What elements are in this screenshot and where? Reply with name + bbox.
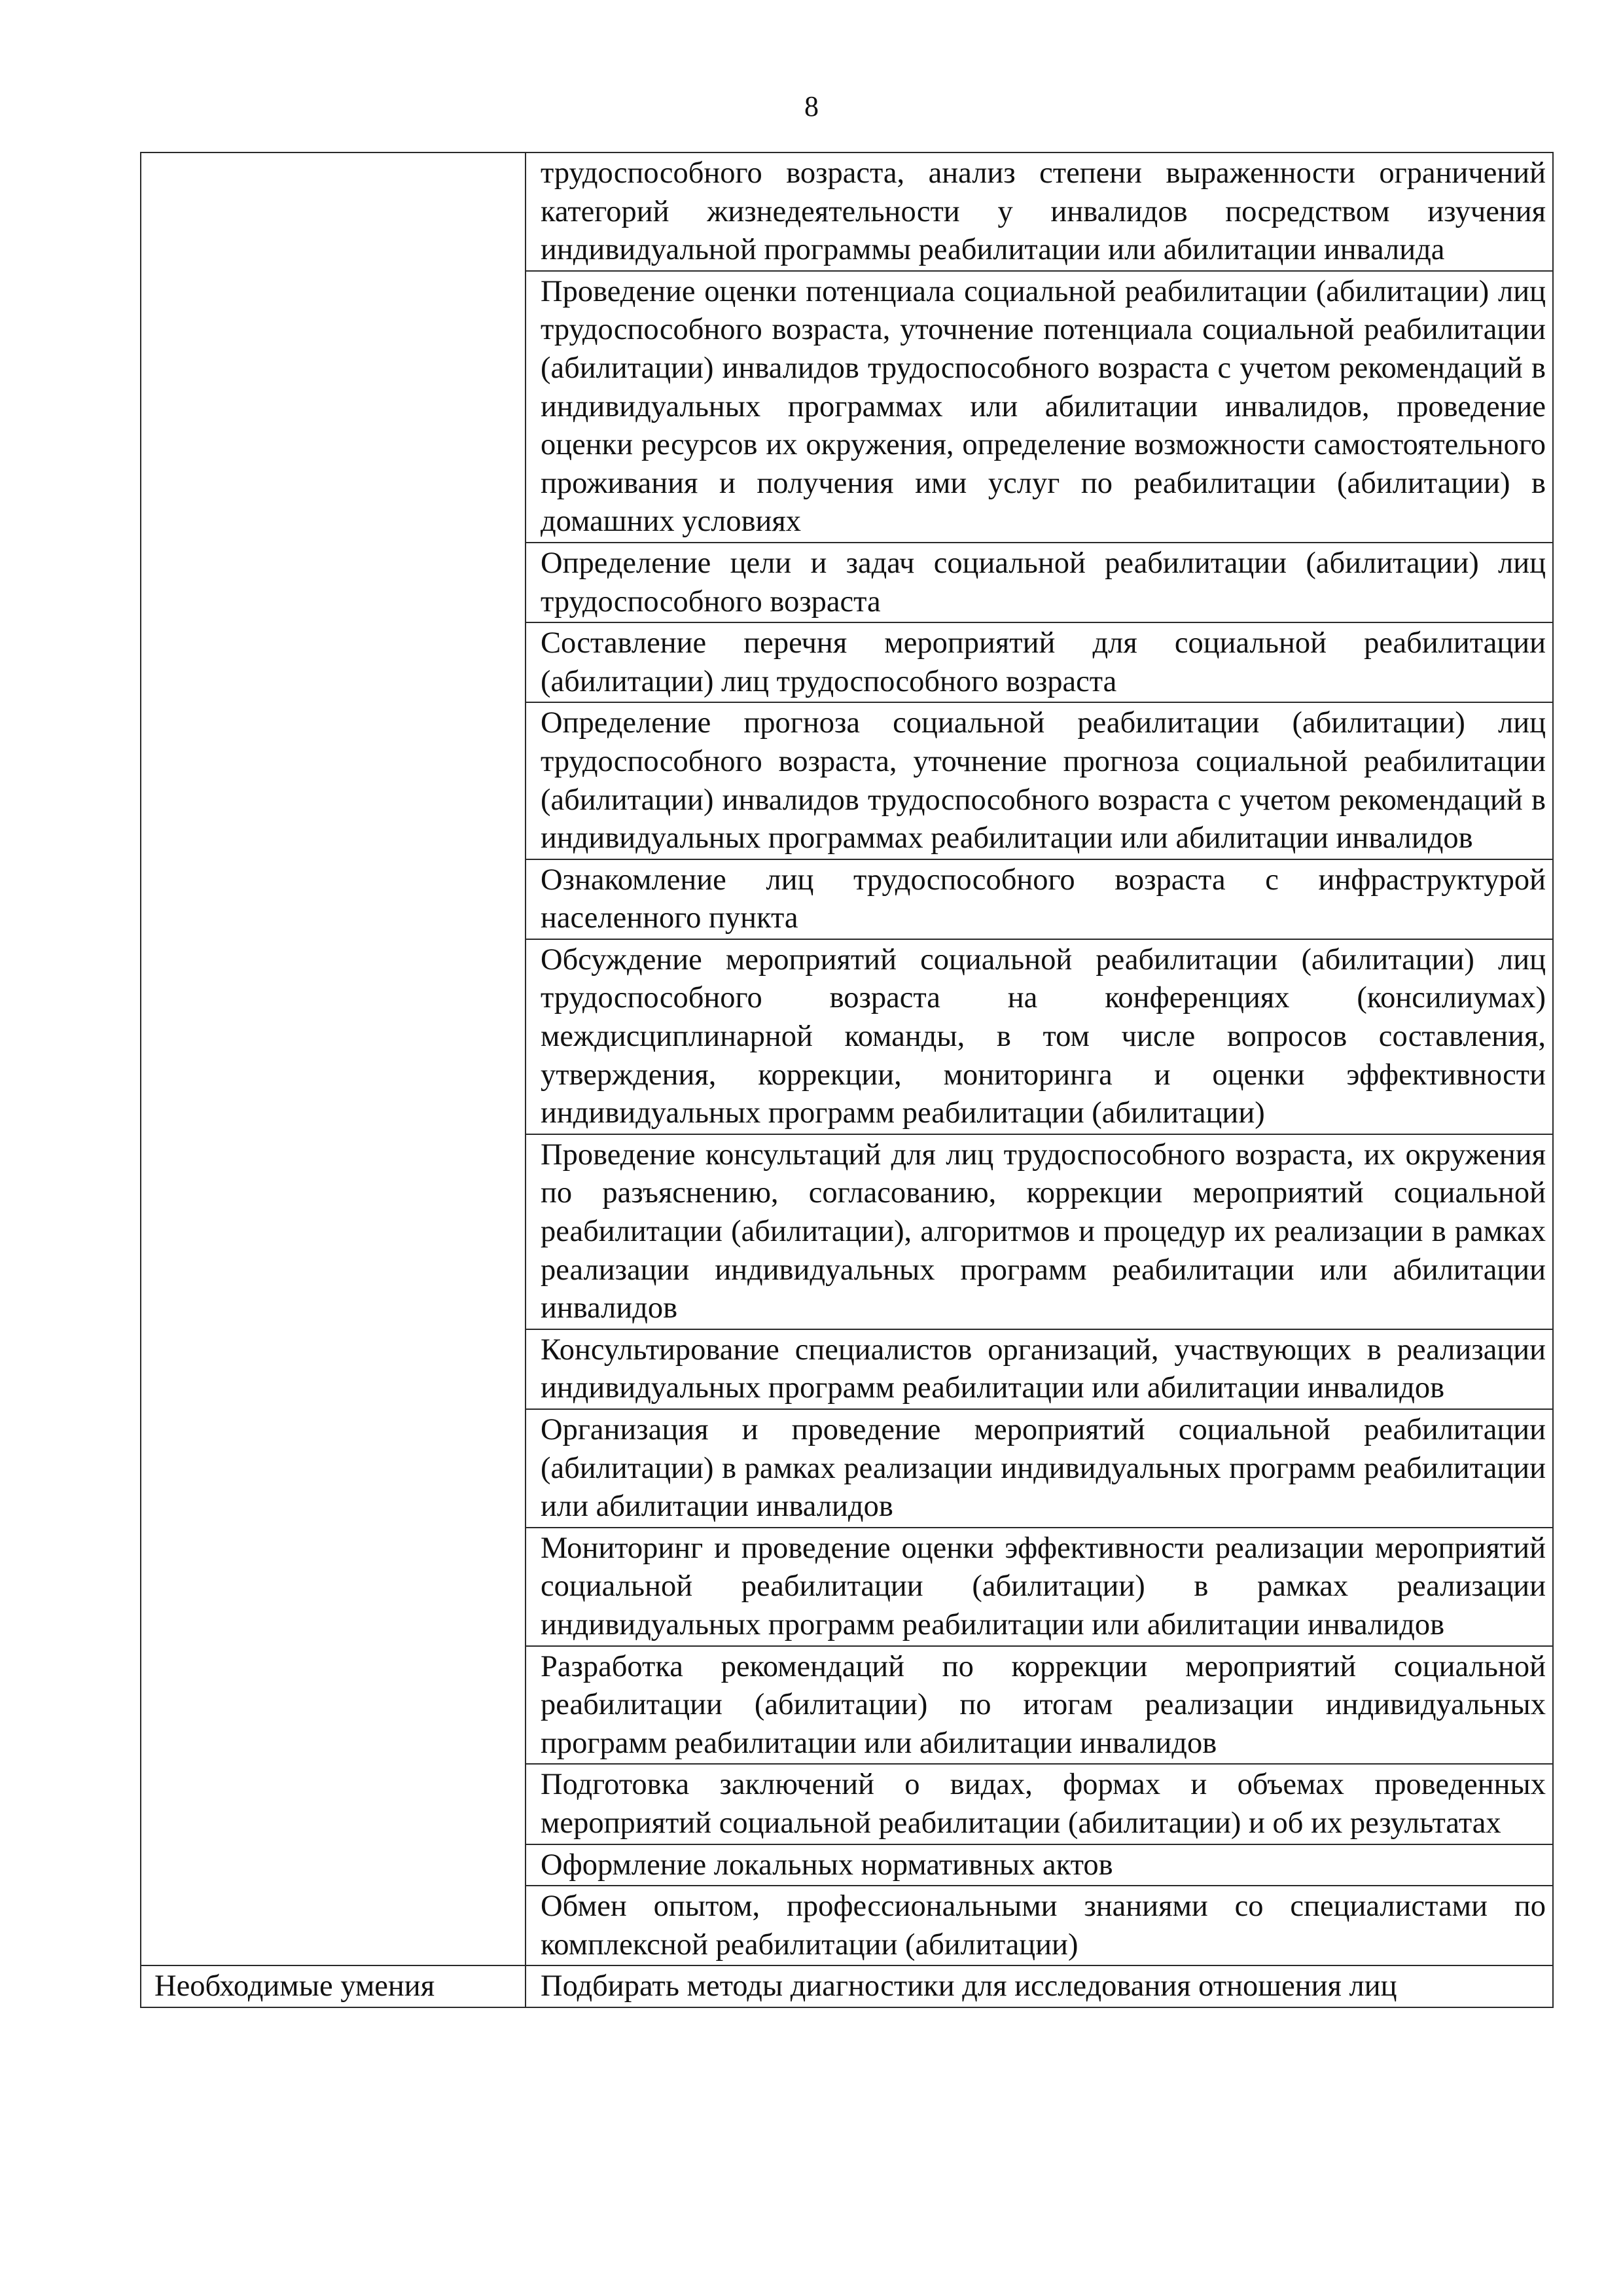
skills-cell (526, 1965, 1553, 2007)
label-cell-empty (141, 152, 526, 1965)
labor-functions-table (140, 152, 1554, 2008)
table-row (141, 152, 1553, 271)
action-cell: Определение цели и задач социальной реабилитации (абилитации) лиц трудоспособного возраста (526, 543, 1553, 622)
action-cell: Разработка рекомендаций по коррекции мероприятий социальной реабилитации (абилитации) по итогам реализации индивидуальных программ реабилитации или абилитации инвалидов (526, 1646, 1553, 1765)
action-cell: Оформление локальных нормативных актов (526, 1844, 1553, 1886)
action-cell: Ознакомление лиц трудоспособного возраста с инфраструктурой населенного пункта (526, 859, 1553, 939)
action-cell: Обсуждение мероприятий социальной реабилитации (абилитации) лиц трудоспособного возраста на конференциях (консилиумах) междисциплинарной команды, в том числе вопросов составления, утверждения, коррекции, мониторинга и оценки эффективности индивидуальных программ реабилитации (абилитации) (526, 939, 1553, 1134)
action-cell: Проведение оценки потенциала социальной реабилитации (абилитации) лиц трудоспособного возраста, уточнение потенциала социальной реабилитации (абилитации) инвалидов трудоспособного возраста с учетом рекомендаций в индивидуальных программах или абилитации инвалидов, проведение оценки ресурсов их окружения, определение возможности самостоятельного проживания и получения ими услуг по реабилитации (абилитации) в домашних условиях (526, 271, 1553, 543)
action-cell: Мониторинг и проведение оценки эффективности реализации мероприятий социальной реабилитации (абилитации) в рамках реализации индивидуальных программ реабилитации или абилитации инвалидов (526, 1528, 1553, 1646)
action-cell: трудоспособного возраста, анализ степени выраженности ограничений категорий жизнедеятельности у инвалидов посредством изучения индивидуальной программы реабилитации или абилитации инвалида (526, 152, 1553, 271)
action-cell: Консультирование специалистов организаций, участвующих в реализации индивидуальных программ реабилитации или абилитации инвалидов (526, 1329, 1553, 1409)
action-cell: Подготовка заключений о видах, формах и объемах проведенных мероприятий социальной реабилитации (абилитации) и об их результатах (526, 1764, 1553, 1844)
action-cell: Составление перечня мероприятий для социальной реабилитации (абилитации) лиц трудоспособного возраста (526, 622, 1553, 702)
skills-text: Подбирать методы диагностики для исследования отношения лиц (541, 1969, 1397, 2003)
action-cell: Обмен опытом, профессиональными знаниями со специалистами по комплексной реабилитации (абилитации) (526, 1886, 1553, 1965)
skills-label: Необходимые умения (141, 1965, 526, 2007)
page-number: 8 (804, 90, 819, 122)
action-cell: Организация и проведение мероприятий социальной реабилитации (абилитации) в рамках реализации индивидуальных программ реабилитации или абилитации инвалидов (526, 1409, 1553, 1528)
table-row-skills (141, 1965, 1553, 2007)
action-cell: Проведение консультаций для лиц трудоспособного возраста, их окружения по разъяснению, согласованию, коррекции мероприятий социальной реабилитации (абилитации), алгоритмов и процедур их реализации в рамках реализации индивидуальных программ реабилитации или абилитации инвалидов (526, 1134, 1553, 1329)
action-cell: Определение прогноза социальной реабилитации (абилитации) лиц трудоспособного возраста, уточнение прогноза социальной реабилитации (абилитации) инвалидов трудоспособного возраста с учетом рекомендаций в индивидуальных программах реабилитации или абилитации инвалидов (526, 702, 1553, 859)
